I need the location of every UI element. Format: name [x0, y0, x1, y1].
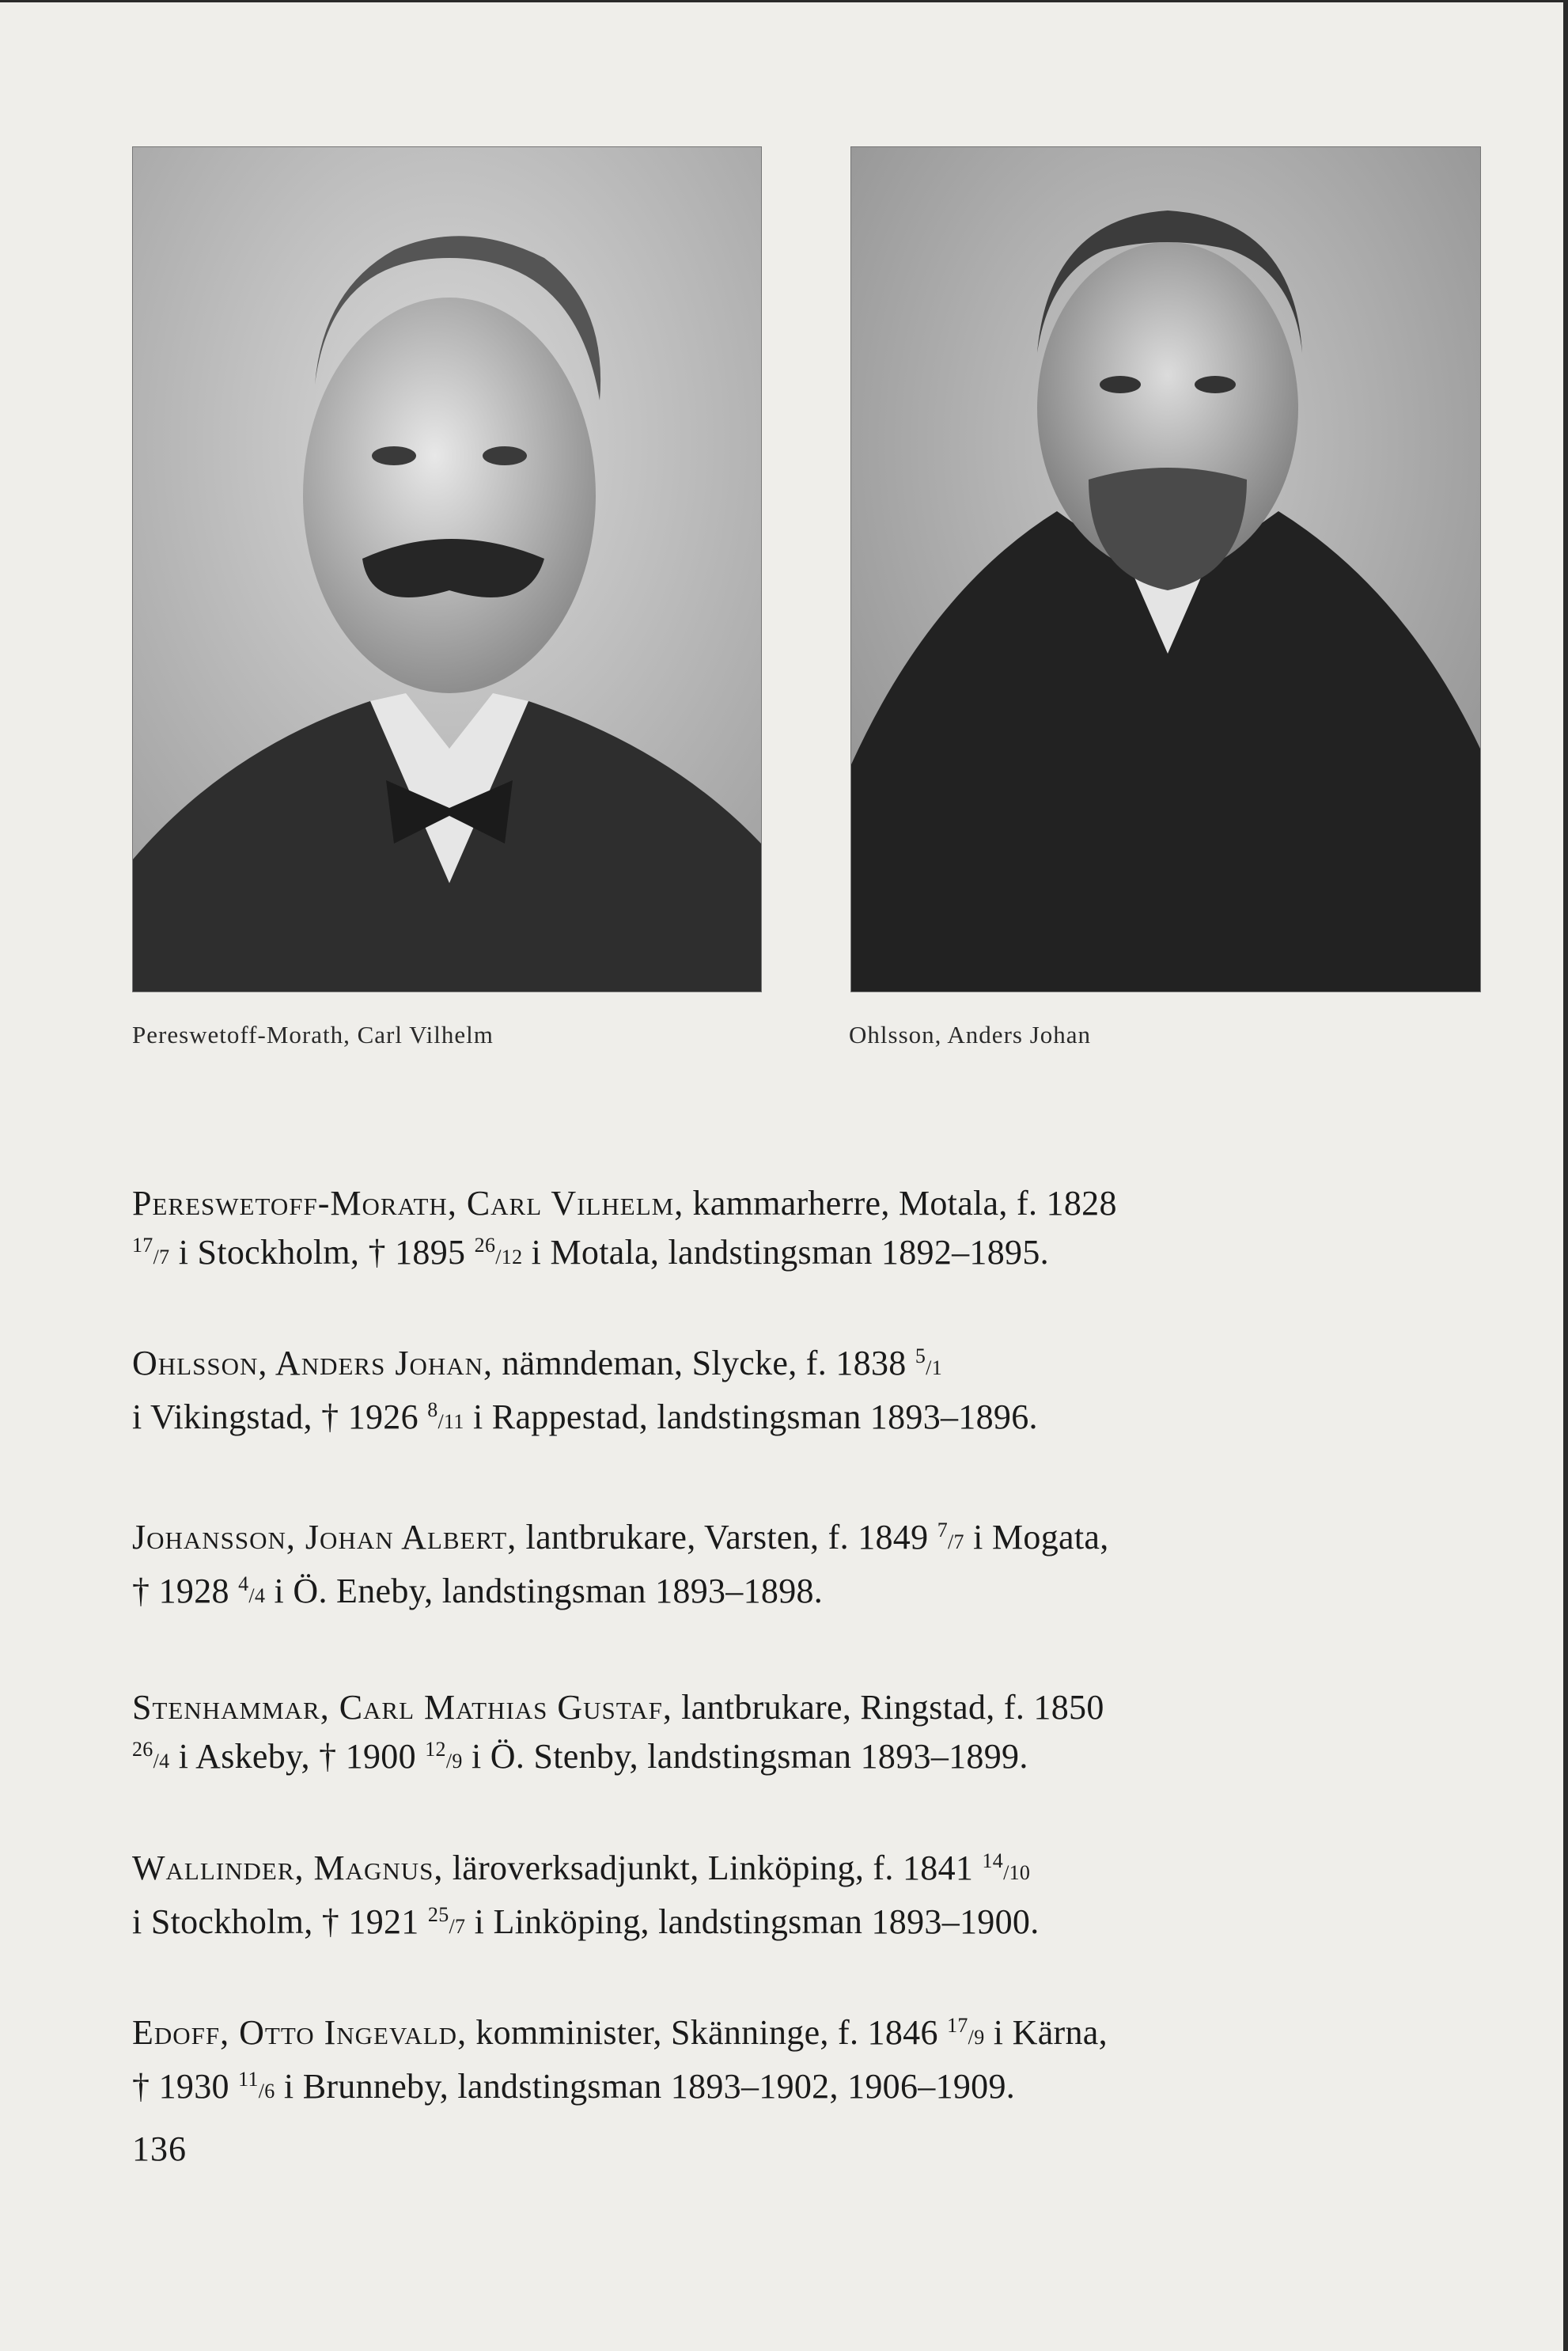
entry-line: [132, 2008, 1477, 2062]
entry-text: i Brunneby, landstingsman 1893–1902, 1906–1909.: [275, 2067, 1016, 2106]
biography-entry: [132, 1179, 1477, 1282]
entry-text: i Motala, landstingsman 1892–1895.: [522, 1233, 1049, 1272]
entry-line: [132, 1844, 1477, 1898]
biography-entry: [132, 1339, 1477, 1447]
date-month: /7: [449, 1915, 466, 1938]
page-border-top: [0, 0, 1568, 2]
date-month: /9: [445, 1750, 463, 1773]
portrait-illustration: [133, 147, 761, 992]
entry-text: † 1930: [132, 2067, 239, 2106]
date-day: 4: [238, 1572, 249, 1595]
date-day: 11: [238, 2068, 259, 2091]
entry-name: Pereswetoff-Morath, Carl Vilhelm,: [132, 1184, 684, 1223]
entry-name: Wallinder, Magnus,: [132, 1849, 444, 1887]
entry-text: lantbrukare, Ringstad, f. 1850: [672, 1688, 1104, 1727]
biography-entry: [132, 1844, 1477, 1951]
entry-name: Stenhammar, Carl Mathias Gustaf,: [132, 1688, 672, 1727]
entry-name: Ohlsson, Anders Johan,: [132, 1344, 494, 1382]
date-day: 8: [427, 1398, 438, 1421]
entry-line: [132, 1339, 1477, 1393]
portrait-photo-right: [850, 146, 1481, 992]
entry-text: nämndeman, Slycke, f. 1838: [493, 1344, 915, 1382]
entry-line: [132, 1393, 1477, 1447]
portrait-illustration: [851, 147, 1480, 992]
entry-line: [132, 1179, 1477, 1228]
entry-text: i Mogata,: [964, 1518, 1109, 1557]
entry-text: kammarherre, Motala, f. 1828: [684, 1184, 1117, 1223]
entry-text: i Linköping, landstingsman 1893–1900.: [465, 1902, 1040, 1941]
date-day: 7: [937, 1519, 949, 1541]
entry-text: läroverksadjunkt, Linköping, f. 1841: [443, 1849, 983, 1887]
date-day: 17: [947, 2014, 968, 2037]
date-month: /7: [948, 1530, 964, 1553]
biography-entry: [132, 2008, 1477, 2116]
entry-text: i Askeby, † 1900: [169, 1737, 426, 1776]
date-month: /4: [153, 1750, 170, 1773]
entry-text: † 1928: [132, 1572, 239, 1610]
date-month: /7: [153, 1246, 170, 1268]
date-day: 26: [132, 1738, 153, 1761]
page-border-right: [1563, 0, 1568, 2351]
date-day: 12: [425, 1738, 446, 1761]
entry-text: lantbrukare, Varsten, f. 1849: [517, 1518, 937, 1557]
entry-line: [132, 1683, 1477, 1732]
entry-line: [132, 1513, 1477, 1567]
entry-name: Edoff, Otto Ingevald,: [132, 2013, 468, 2052]
date-day: 26: [474, 1234, 496, 1257]
date-day: 17: [132, 1234, 153, 1257]
date-day: 5: [915, 1344, 926, 1367]
entry-line: [132, 1567, 1477, 1621]
biography-entry: [132, 1683, 1477, 1786]
date-month: /11: [437, 1410, 464, 1433]
date-day: 25: [427, 1903, 449, 1926]
entry-line: [132, 1898, 1477, 1951]
entry-line: [132, 1732, 1477, 1786]
entry-line: [132, 2062, 1477, 2116]
portrait-photo-left: [132, 146, 762, 992]
date-month: /10: [1003, 1861, 1031, 1884]
date-month: /6: [258, 2080, 275, 2103]
entry-text: i Ö. Stenby, landstingsman 1893–1899.: [462, 1737, 1028, 1776]
date-month: /12: [495, 1246, 523, 1268]
entry-text: i Stockholm, † 1895: [169, 1233, 475, 1272]
entry-text: i Rappestad, landstingsman 1893–1896.: [464, 1397, 1038, 1436]
entry-text: i Ö. Eneby, landstingsman 1893–1898.: [265, 1572, 824, 1610]
photo-caption-right: Ohlsson, Anders Johan: [849, 1021, 1092, 1048]
entry-text: i Kärna,: [984, 2013, 1108, 2052]
entry-text: i Stockholm, † 1921: [132, 1902, 428, 1941]
entry-name: Johansson, Johan Albert,: [132, 1518, 517, 1557]
entry-text: i Vikingstad, † 1926: [132, 1397, 428, 1436]
date-day: 14: [982, 1849, 1004, 1872]
photo-caption-left: Pereswetoff-Morath, Carl Vilhelm: [132, 1021, 494, 1048]
entry-line: [132, 1228, 1477, 1282]
date-month: /1: [926, 1356, 942, 1379]
entry-text: komminister, Skänninge, f. 1846: [467, 2013, 948, 2052]
biography-entry: [132, 1513, 1477, 1621]
date-month: /4: [248, 1584, 266, 1607]
date-month: /9: [968, 2026, 985, 2049]
page-number: 136: [132, 2129, 187, 2168]
